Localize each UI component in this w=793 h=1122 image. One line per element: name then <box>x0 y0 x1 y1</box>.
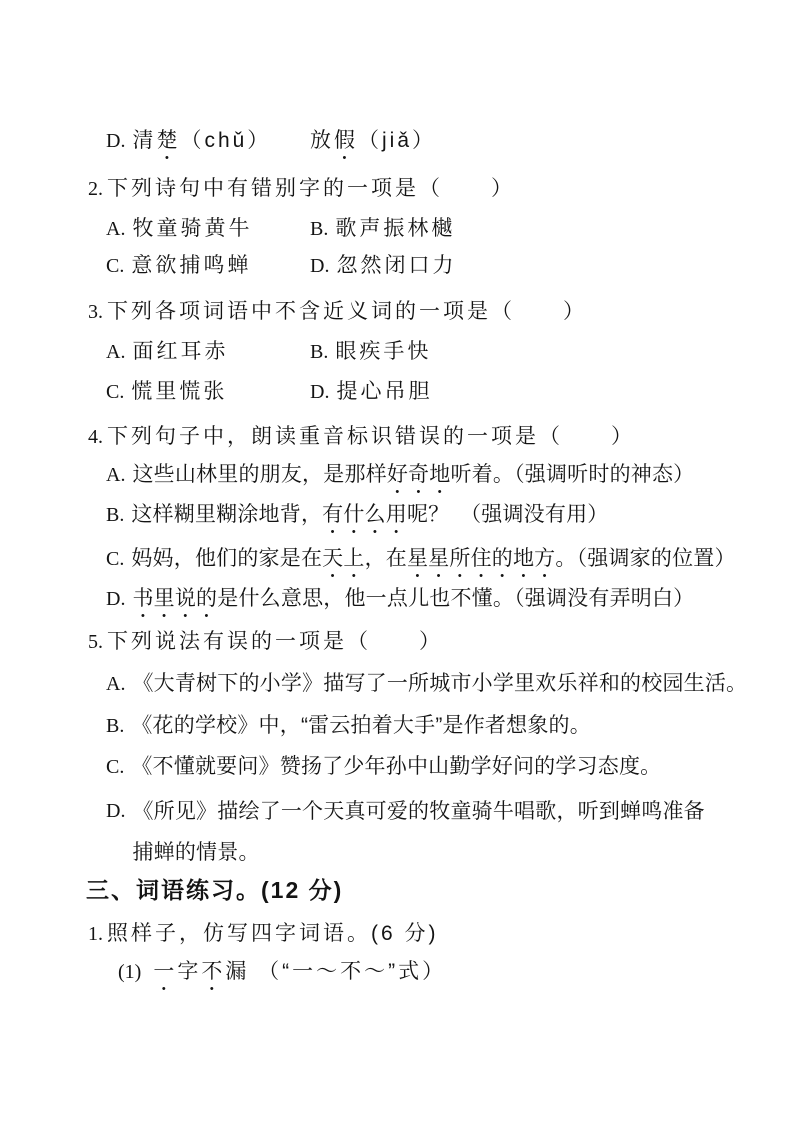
q3-option-a-marker: A. <box>106 341 126 363</box>
q4-option-a <box>106 461 694 498</box>
q5-option-b-text: 《花的学校》中，“雷云拍着大手”是作者想象的。 <box>131 714 591 737</box>
q2-option-d-text: 忽然闭口力 <box>336 254 457 277</box>
question-5-text: 下列说法有误的一项是（ ） <box>107 630 443 653</box>
question-4-text: 下列句子中，朗读重音标识错误的一项是（ ） <box>107 425 635 448</box>
q5-option-d <box>106 791 714 873</box>
q4-option-b-post: 呢？ （强调没有用） <box>406 503 609 526</box>
q2-option-c-marker: C. <box>106 255 125 277</box>
item-1-emphasis-2: 不 <box>201 960 226 983</box>
q1-word2-pinyin: （jiǎ） <box>358 129 437 152</box>
q4-option-c <box>106 545 736 582</box>
q3-option-c-text: 慌里慌张 <box>131 380 228 403</box>
q3-option-d <box>310 380 432 403</box>
q3-option-c-marker: C. <box>106 381 125 403</box>
q3-option-a <box>106 338 310 366</box>
q4-option-b-marker: B. <box>106 504 125 526</box>
q2-option-b-marker: B. <box>310 218 329 240</box>
q1-word1-emphasized-char: 楚 <box>156 129 181 152</box>
q1-option-d <box>106 127 436 164</box>
q1-option-d-marker: D. <box>106 130 126 152</box>
q1-option-d-word1 <box>106 127 310 164</box>
q4-option-a-emphasis: 好奇地 <box>386 463 451 486</box>
q3-option-a-text: 面红耳赤 <box>132 340 229 363</box>
item-1-char-4: 漏 <box>225 960 250 983</box>
q4-option-c-marker: C. <box>106 548 125 570</box>
question-3-number: 3. <box>88 301 103 323</box>
q1-word1-pre: 清 <box>132 129 157 152</box>
q5-option-b <box>106 712 591 740</box>
q3-option-d-text: 提心吊胆 <box>336 380 433 403</box>
q4-option-d-marker: D. <box>106 588 126 610</box>
q4-option-d-emphasis: 书里说的 <box>132 587 218 610</box>
question-3 <box>88 298 587 326</box>
q3-option-b-marker: B. <box>310 341 329 363</box>
q5-option-b-marker: B. <box>106 715 125 737</box>
q3-option-d-marker: D. <box>310 381 330 403</box>
q4-option-a-post: 听着。（强调听时的神态） <box>450 463 695 486</box>
question-2-text: 下列诗句中有错别字的一项是（ ） <box>107 177 515 200</box>
item-1-marker: (1) <box>118 961 142 983</box>
q1-word2-pre: 放 <box>310 129 334 152</box>
question-4 <box>88 423 635 451</box>
q5-option-c <box>106 753 661 781</box>
q4-option-c-emphasis-1: 天上 <box>322 547 365 570</box>
q2-options-row-ab <box>106 215 455 243</box>
q3-options-row-cd <box>106 378 432 406</box>
q3-options-row-ab <box>106 338 431 366</box>
q4-option-c-post: 。（强调家的位置） <box>555 547 736 570</box>
q2-option-a-text: 牧童骑黄牛 <box>132 217 253 240</box>
subquestion-1-number: 1. <box>88 923 103 945</box>
q4-option-a-pre: 这些山林里的朋友，是那样 <box>132 463 387 486</box>
q4-option-a-marker: A. <box>106 464 126 486</box>
q2-option-d <box>310 254 456 277</box>
q4-option-b <box>106 501 608 538</box>
question-5 <box>88 628 443 656</box>
q2-option-b-text: 歌声振林樾 <box>335 217 456 240</box>
q2-option-b <box>310 217 455 240</box>
q4-option-b-emphasis: 有什么用 <box>322 503 407 526</box>
section-3-heading-text: 三、词语练习。(12 分) <box>86 877 344 903</box>
q4-option-c-emphasis-2: 星星所住的地方 <box>406 547 556 570</box>
q5-option-c-marker: C. <box>106 756 125 778</box>
question-4-number: 4. <box>88 426 103 448</box>
q1-word1-pinyin: （chǔ） <box>180 129 272 152</box>
q4-option-d-post: 是什么意思，他一点儿也不懂。（强调没有弄明白） <box>217 587 695 610</box>
question-2 <box>88 175 515 203</box>
q5-option-d-text: 《所见》描绘了一个天真可爱的牧童骑牛唱歌，听到蝉鸣准备捕蝉的情景。 <box>132 800 705 864</box>
q5-option-a-marker: A. <box>106 673 126 695</box>
question-5-number: 5. <box>88 631 103 653</box>
item-1-char-2: 字 <box>177 960 202 983</box>
q5-option-a-text: 《大青树下的小学》描写了一所城市小学里欢乐祥和的校园生活。 <box>132 672 748 695</box>
question-3-text: 下列各项词语中不含近义词的一项是（ ） <box>107 300 587 323</box>
q4-option-b-pre: 这样糊里糊涂地背， <box>131 503 323 526</box>
q3-option-b <box>310 340 431 363</box>
q2-options-row-cd <box>106 252 456 280</box>
q4-option-c-pre: 妈妈，他们的家是在 <box>131 547 323 570</box>
question-2-number: 2. <box>88 178 103 200</box>
q2-option-d-marker: D. <box>310 255 330 277</box>
q3-option-c <box>106 378 310 406</box>
q5-option-d-marker: D. <box>106 800 126 822</box>
q4-option-d <box>106 585 694 622</box>
section-3-subquestion-1 <box>88 920 439 948</box>
q1-word2-emphasized-char: 假 <box>334 129 358 152</box>
q5-option-c-text: 《不懂就要问》赞扬了少年孙中山勤学好问的学习态度。 <box>131 755 662 778</box>
q4-option-c-mid: ，在 <box>364 547 407 570</box>
item-1 <box>118 958 446 995</box>
item-1-emphasis-1: 一 <box>153 960 178 983</box>
q2-option-c-text: 意欲捕鸣蝉 <box>131 254 252 277</box>
q2-option-c <box>106 252 310 280</box>
q1-option-d-word2 <box>310 129 436 152</box>
q5-option-a <box>106 670 747 698</box>
q2-option-a <box>106 215 310 243</box>
q3-option-b-text: 眼疾手快 <box>335 340 432 363</box>
q2-option-a-marker: A. <box>106 218 126 240</box>
section-3-heading <box>86 876 343 904</box>
subquestion-1-text: 照样子，仿写四字词语。(6 分) <box>107 922 439 945</box>
item-1-pattern-note: （“一～不～”式） <box>249 960 447 983</box>
